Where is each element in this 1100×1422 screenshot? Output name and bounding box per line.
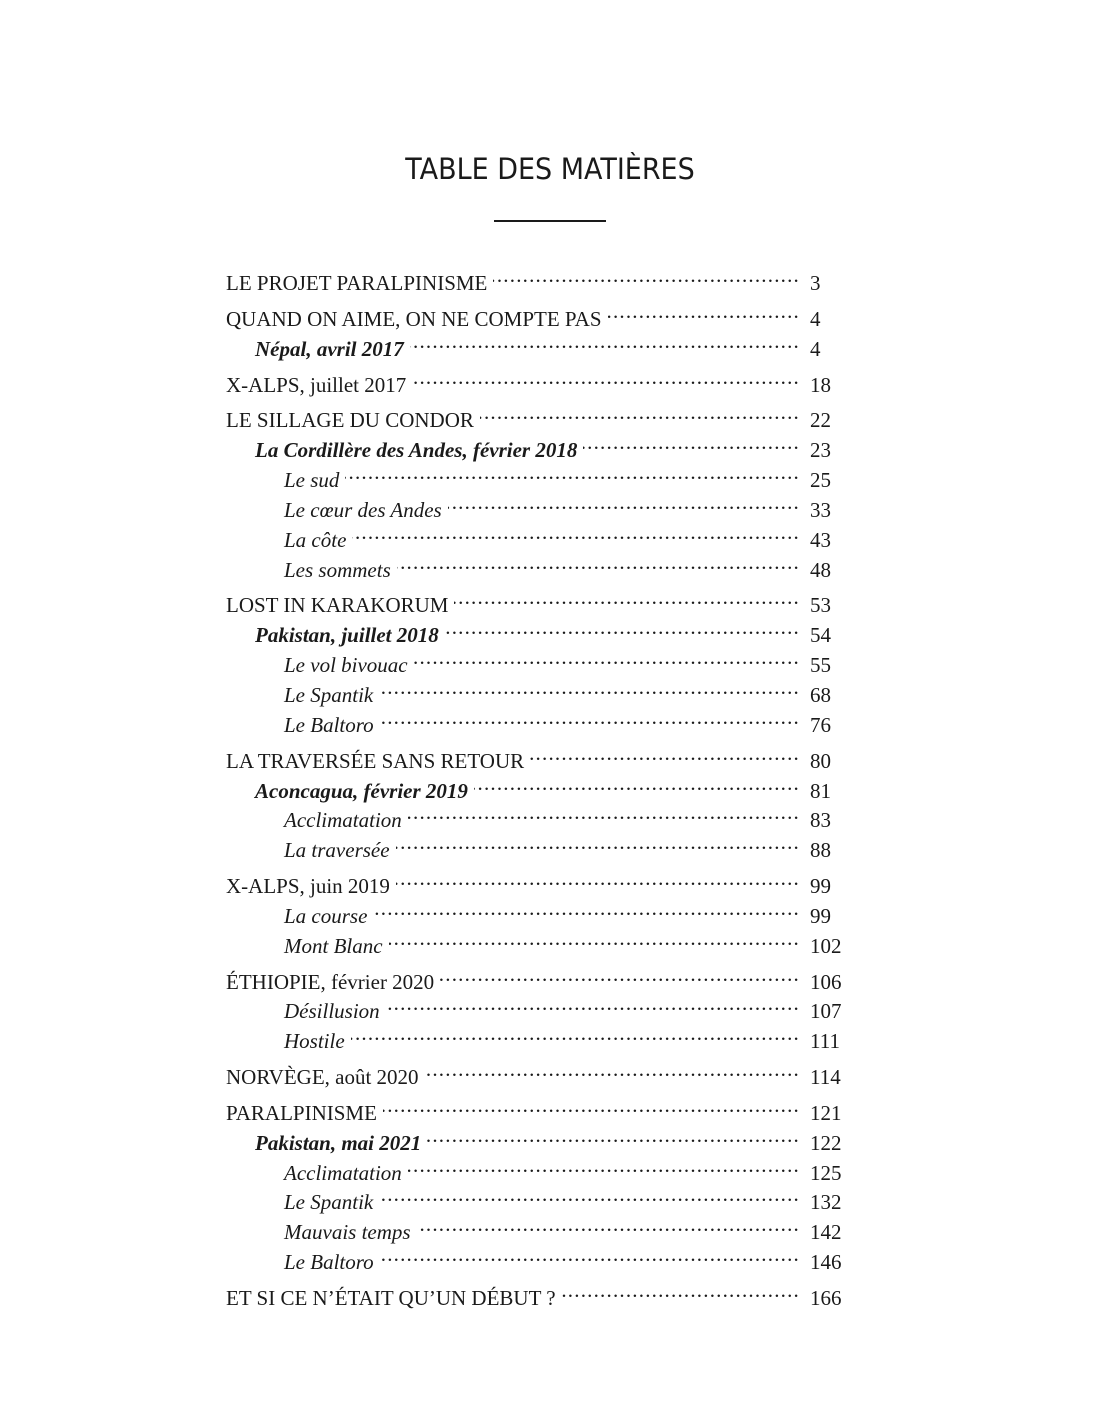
toc-entry-page-number: 99 <box>810 874 831 898</box>
toc-entry-title: LOST IN KARAKORUM <box>226 593 449 617</box>
dot-leader <box>408 1150 800 1180</box>
toc-entry-title: LE SILLAGE DU CONDOR <box>226 408 474 432</box>
toc-entry-title: ÉTHIOPIE, février 2020 <box>226 970 435 994</box>
toc-entry <box>255 326 850 361</box>
dot-leader <box>425 1054 800 1084</box>
toc-entry-title: NORVÈGE, août 2020 <box>226 1065 419 1089</box>
dot-leader <box>474 768 800 798</box>
toc-entry <box>226 362 850 397</box>
toc-entry <box>226 1090 850 1125</box>
toc-entry-title: La course <box>284 904 368 928</box>
toc-entry-page-number: 55 <box>810 653 831 677</box>
dot-leader <box>410 326 800 356</box>
dot-leader <box>352 517 800 547</box>
toc-entry-title: Le Spantik <box>284 1190 374 1214</box>
toc-entry <box>284 1239 850 1274</box>
toc-entry-title: Mauvais temps <box>284 1220 411 1244</box>
toc-entry-page-number: 43 <box>810 528 831 552</box>
dot-leader <box>386 988 800 1018</box>
dot-leader <box>417 1209 800 1239</box>
toc-entry-page-number: 88 <box>810 838 831 862</box>
toc-entry <box>284 988 850 1023</box>
toc-entry <box>284 1018 850 1053</box>
toc-entry-page-number: 23 <box>810 438 831 462</box>
dot-leader <box>480 397 800 427</box>
toc-entry <box>284 642 850 677</box>
toc-entry-page-number: 83 <box>810 808 831 832</box>
toc-entry-title: X-ALPS, juin 2019 <box>226 874 390 898</box>
toc-entry <box>255 1120 850 1155</box>
toc-entry-title: Les sommets <box>284 558 391 582</box>
toc-entry <box>226 1275 850 1310</box>
dot-leader <box>530 738 800 768</box>
dot-leader <box>389 923 800 953</box>
toc-entry-page-number: 132 <box>810 1190 842 1214</box>
toc-entry-page-number: 114 <box>810 1065 841 1089</box>
dot-leader <box>493 260 800 290</box>
toc-entry-page-number: 125 <box>810 1161 842 1185</box>
toc-entry-title: Acclimatation <box>284 808 402 832</box>
dot-leader <box>427 1120 800 1150</box>
toc-entry <box>284 547 850 582</box>
dot-leader <box>412 362 800 392</box>
toc-entry <box>226 1054 850 1089</box>
dot-leader <box>440 959 800 989</box>
toc-entry <box>284 1179 850 1214</box>
toc-entry-page-number: 76 <box>810 713 831 737</box>
toc-entry-page-number: 111 <box>810 1029 840 1053</box>
page-title: TABLE DES MATIÈRES <box>405 152 695 186</box>
dot-leader <box>562 1275 800 1305</box>
toc-entry-title: Le vol bivouac <box>284 653 408 677</box>
dot-leader <box>380 1239 800 1269</box>
toc-entry-page-number: 80 <box>810 749 831 773</box>
dot-leader <box>454 582 800 612</box>
toc-entry-page-number: 4 <box>810 337 821 361</box>
toc-entry-page-number: 18 <box>810 373 831 397</box>
toc-entry <box>284 797 850 832</box>
toc-entry <box>284 517 850 552</box>
toc-entry-title: Le Baltoro <box>284 1250 374 1274</box>
dot-leader <box>379 1179 800 1209</box>
toc-entry-page-number: 142 <box>810 1220 842 1244</box>
toc-entry <box>284 1150 850 1185</box>
toc-entry-title: PARALPINISME <box>226 1101 377 1125</box>
toc-entry-title: Pakistan, mai 2021 <box>255 1131 422 1155</box>
toc-entry <box>284 893 850 928</box>
toc-entry-title: Acclimatation <box>284 1161 402 1185</box>
dot-leader <box>383 1090 800 1120</box>
dot-leader <box>396 827 800 857</box>
dot-leader <box>583 427 800 457</box>
toc-entry <box>255 768 850 803</box>
toc-entry <box>226 260 850 295</box>
toc-entry <box>284 672 850 707</box>
dot-leader <box>445 612 800 642</box>
toc-entry-title: LE PROJET PARALPINISME <box>226 271 488 295</box>
toc-entry <box>284 827 850 862</box>
toc-entry-page-number: 54 <box>810 623 831 647</box>
toc-entry <box>284 1209 850 1244</box>
dot-leader <box>380 702 800 732</box>
toc-entry <box>255 612 850 647</box>
toc-entry-title: QUAND ON AIME, ON NE COMPTE PAS <box>226 307 602 331</box>
dot-leader <box>345 457 800 487</box>
toc-entry-title: Pakistan, juillet 2018 <box>255 623 439 647</box>
toc-entry-title: Le cœur des Andes <box>284 498 442 522</box>
toc-entry-page-number: 122 <box>810 1131 842 1155</box>
toc-entry-page-number: 68 <box>810 683 831 707</box>
toc-entry-title: La côte <box>284 528 347 552</box>
toc-entry <box>284 923 850 958</box>
toc-entry-title: Mont Blanc <box>284 934 383 958</box>
toc-entry-page-number: 81 <box>810 779 831 803</box>
dot-leader <box>373 893 800 923</box>
toc-entry <box>284 702 850 737</box>
toc-entry <box>284 457 850 492</box>
toc-entry-title: Le Baltoro <box>284 713 374 737</box>
dot-leader <box>397 547 800 577</box>
toc-entry-page-number: 106 <box>810 970 842 994</box>
toc-entry-page-number: 4 <box>810 307 821 331</box>
toc-entry-page-number: 146 <box>810 1250 842 1274</box>
toc-entry <box>255 427 850 462</box>
toc-entry <box>226 959 850 994</box>
toc-entry <box>226 397 850 432</box>
toc-entry-page-number: 48 <box>810 558 831 582</box>
toc-entry-title: Le Spantik <box>284 683 374 707</box>
toc-entry-page-number: 99 <box>810 904 831 928</box>
toc-entry-page-number: 102 <box>810 934 842 958</box>
toc-entry <box>226 582 850 617</box>
dot-leader <box>448 487 800 517</box>
toc-entry-title: La Cordillère des Andes, février 2018 <box>255 438 578 462</box>
toc-entry-title: Hostile <box>284 1029 345 1053</box>
dot-leader <box>379 672 800 702</box>
toc-entry-page-number: 33 <box>810 498 831 522</box>
toc-entry-page-number: 22 <box>810 408 831 432</box>
toc-entry <box>226 738 850 773</box>
dot-leader <box>608 296 800 326</box>
dot-leader <box>414 642 800 672</box>
toc-entry-title: Aconcagua, février 2019 <box>255 779 468 803</box>
dot-leader <box>396 863 800 893</box>
toc-entry-page-number: 25 <box>810 468 831 492</box>
toc-entry-page-number: 121 <box>810 1101 842 1125</box>
toc-entry-title: Népal, avril 2017 <box>255 337 404 361</box>
toc-entry <box>226 296 850 331</box>
toc-entry <box>226 863 850 898</box>
dot-leader <box>408 797 800 827</box>
toc-entry-title: La traversée <box>284 838 390 862</box>
toc-entry-page-number: 53 <box>810 593 831 617</box>
toc-entry <box>284 487 850 522</box>
toc-entry-title: LA TRAVERSÉE SANS RETOUR <box>226 749 525 773</box>
toc-entry-title: Le sud <box>284 468 340 492</box>
toc-entry-title: X-ALPS, juillet 2017 <box>226 373 407 397</box>
toc-entry-title: Désillusion <box>284 999 380 1023</box>
toc-entry-page-number: 107 <box>810 999 842 1023</box>
toc-entry-title: ET SI CE N’ÉTAIT QU’UN DÉBUT ? <box>226 1286 556 1310</box>
toc-entry-page-number: 166 <box>810 1286 842 1310</box>
toc-entry-page-number: 3 <box>810 271 821 295</box>
dot-leader <box>351 1018 800 1048</box>
